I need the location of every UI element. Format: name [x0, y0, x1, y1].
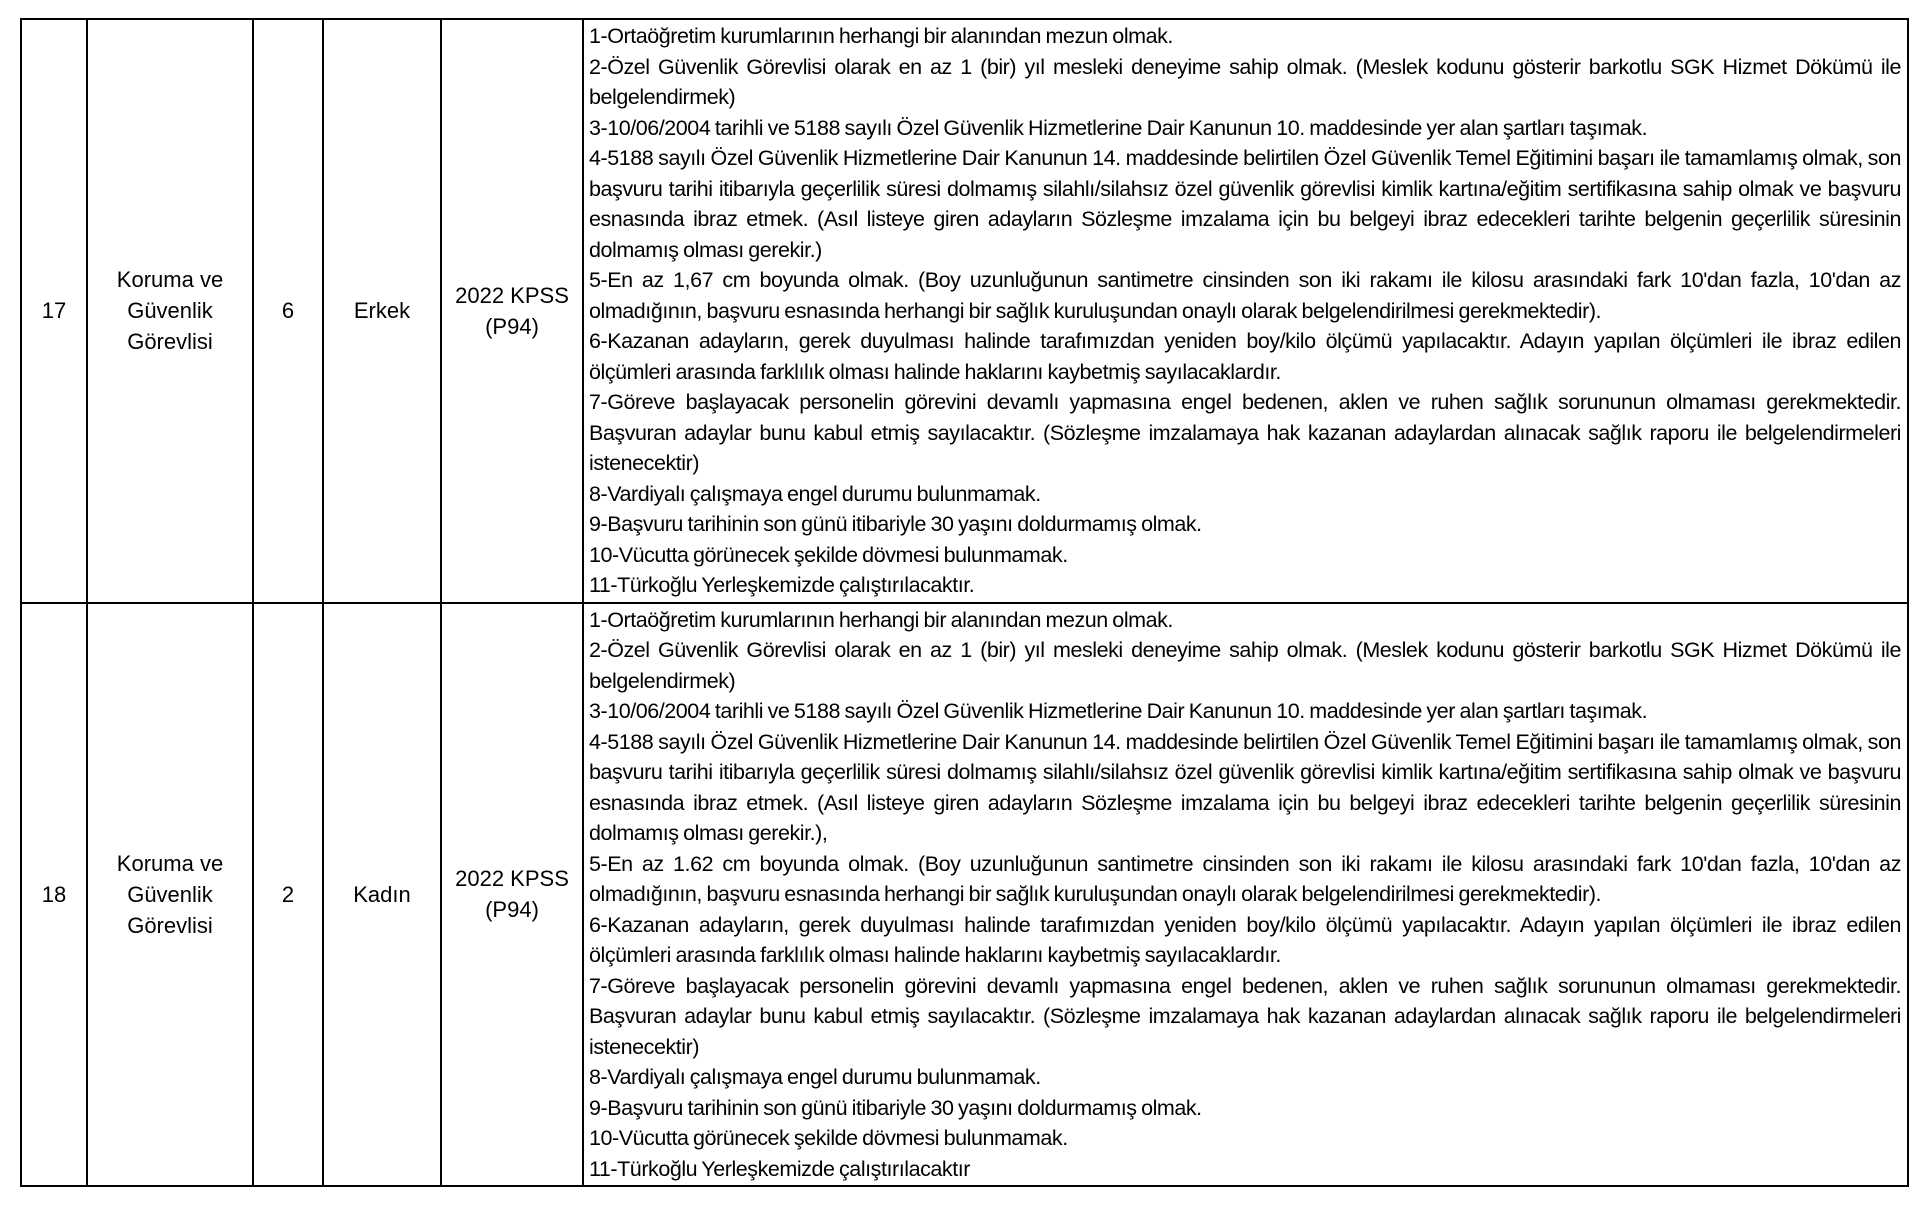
requirement-item: 2-Özel Güvenlik Görevlisi olarak en az 1 (bir) yıl mesleki deneyime sahip olmak. (Meslek kodunu gösterir barkotlu SGK Hizmet Dökümü ile belgelendirmek) [589, 638, 1901, 693]
position-count-cell: 6 [253, 19, 323, 603]
position-name-cell: Koruma ve Güvenlik Görevlisi [87, 19, 253, 603]
requirement-item: 7-Göreve başlayacak personelin görevini devamlı yapmasına engel bedenen, aklen ve ruhen sağlık sorununun olmaması gerekmektedir. Başvuran adaylar bunu kabul etmiş sayılacaktır. (Sözleşme imzalamaya hak kazanan adaylardan alınacak sağlık raporu ile belgelendirmeleri istenecektir) [589, 390, 1901, 475]
requirement-item: 8-Vardiyalı çalışmaya engel durumu bulunmamak. [589, 481, 1041, 506]
requirement-item: 11-Türkoğlu Yerleşkemizde çalıştırılacaktır [589, 1156, 970, 1181]
requirement-item: 6-Kazanan adayların, gerek duyulması halinde tarafımızdan yeniden boy/kilo ölçümü yapılacaktır. Adayın yapılan ölçümleri ile ibraz edilen ölçümleri arasında farklılık olması halinde haklarını kaybetmiş sayılacaklardır. [589, 912, 1901, 967]
requirement-item: 4-5188 sayılı Özel Güvenlik Hizmetlerine Dair Kanunun 14. maddesinde belirtilen Özel Güvenlik Temel Eğitimini başarı ile tamamlamış olmak, son başvuru tarihi itibarıyla geçerlilik süresi dolmamış silahlı/silahsız özel güvenlik görevlisi kimlik kartına/eğitim sertifikasına sahip olmak ve başvuru esnasında ibraz etmek. (Asıl listeye giren adayların Sözleşme imzalama için bu belgeyi ibraz edecekleri tarihte belgenin geçerlilik süresinin dolmamış olması gerekir.) [589, 146, 1901, 262]
requirement-item: 11-Türkoğlu Yerleşkemizde çalıştırılacaktır. [589, 573, 975, 597]
exam-cell: 2022 KPSS (P94) [441, 603, 583, 1187]
requirement-item: 3-10/06/2004 tarihli ve 5188 sayılı Özel Güvenlik Hizmetlerine Dair Kanunun 10. maddesinde yer alan şartları taşımak. [589, 699, 1648, 723]
row-number-cell: 18 [21, 603, 87, 1187]
requirement-item: 9-Başvuru tarihinin son günü itibariyle 30 yaşını doldurmamış olmak. [589, 1095, 1202, 1120]
table-row [21, 19, 1908, 603]
exam-cell: 2022 KPSS (P94) [441, 19, 583, 603]
requirement-item: 4-5188 sayılı Özel Güvenlik Hizmetlerine Dair Kanunun 14. maddesinde belirtilen Özel Güvenlik Temel Eğitimini başarı ile tamamlamış olmak, son başvuru tarihi itibarıyla geçerlilik süresi dolmamış silahlı/silahsız özel güvenlik görevlisi kimlik kartına/eğitim sertifikasına sahip olmak ve başvuru esnasında ibraz etmek. (Asıl listeye giren adayların Sözleşme imzalama için bu belgeyi ibraz edecekleri tarihte belgenin geçerlilik süresinin dolmamış olması gerekir.), [589, 729, 1901, 845]
requirements-cell [583, 19, 1908, 603]
row-number-cell: 17 [21, 19, 87, 603]
positions-table [20, 18, 1909, 1187]
requirement-item: 8-Vardiyalı çalışmaya engel durumu bulunmamak. [589, 1065, 1041, 1089]
requirement-item: 1-Ortaöğretim kurumlarının herhangi bir alanından mezun olmak. [589, 607, 1173, 632]
requirement-item: 6-Kazanan adayların, gerek duyulması halinde tarafımızdan yeniden boy/kilo ölçümü yapılacaktır. Adayın yapılan ölçümleri ile ibraz edilen ölçümleri arasında farklılık olması halinde haklarını kaybetmiş sayılacaklardır. [589, 329, 1901, 384]
requirement-item: 9-Başvuru tarihinin son günü itibariyle 30 yaşını doldurmamış olmak. [589, 512, 1202, 536]
position-count-cell: 2 [253, 603, 323, 1187]
requirement-item: 10-Vücutta görünecek şekilde dövmesi bulunmamak. [589, 1126, 1068, 1150]
requirements-cell [583, 603, 1908, 1187]
requirement-item: 3-10/06/2004 tarihli ve 5188 sayılı Özel Güvenlik Hizmetlerine Dair Kanunun 10. maddesinde yer alan şartları taşımak. [589, 115, 1648, 140]
position-name-cell: Koruma ve Güvenlik Görevlisi [87, 603, 253, 1187]
requirement-item: 2-Özel Güvenlik Görevlisi olarak en az 1 (bir) yıl mesleki deneyime sahip olmak. (Meslek kodunu gösterir barkotlu SGK Hizmet Dökümü ile belgelendirmek) [589, 54, 1901, 109]
requirement-item: 1-Ortaöğretim kurumlarının herhangi bir alanından mezun olmak. [589, 24, 1173, 48]
requirement-item: 10-Vücutta görünecek şekilde dövmesi bulunmamak. [589, 542, 1068, 567]
gender-cell: Kadın [323, 603, 441, 1187]
table-row [21, 603, 1908, 1187]
requirement-item: 5-En az 1,67 cm boyunda olmak. (Boy uzunluğunun santimetre cinsinden son iki rakamı ile kilosu arasındaki fark 10'dan fazla, 10'dan az olmadığının, başvuru esnasında herhangi bir sağlık kuruluşundan onaylı olarak belgelendirilmesi gerekmektedir). [589, 268, 1901, 323]
requirement-item: 7-Göreve başlayacak personelin görevini devamlı yapmasına engel bedenen, aklen ve ruhen sağlık sorununun olmaması gerekmektedir. Başvuran adaylar bunu kabul etmiş sayılacaktır. (Sözleşme imzalamaya hak kazanan adaylardan alınacak sağlık raporu ile belgelendirmeleri istenecektir) [589, 973, 1901, 1059]
requirement-item: 5-En az 1.62 cm boyunda olmak. (Boy uzunluğunun santimetre cinsinden son iki rakamı ile kilosu arasındaki fark 10'dan fazla, 10'dan az olmadığının, başvuru esnasında herhangi bir sağlık kuruluşundan onaylı olarak belgelendirilmesi gerekmektedir). [589, 851, 1901, 906]
gender-cell: Erkek [323, 19, 441, 603]
